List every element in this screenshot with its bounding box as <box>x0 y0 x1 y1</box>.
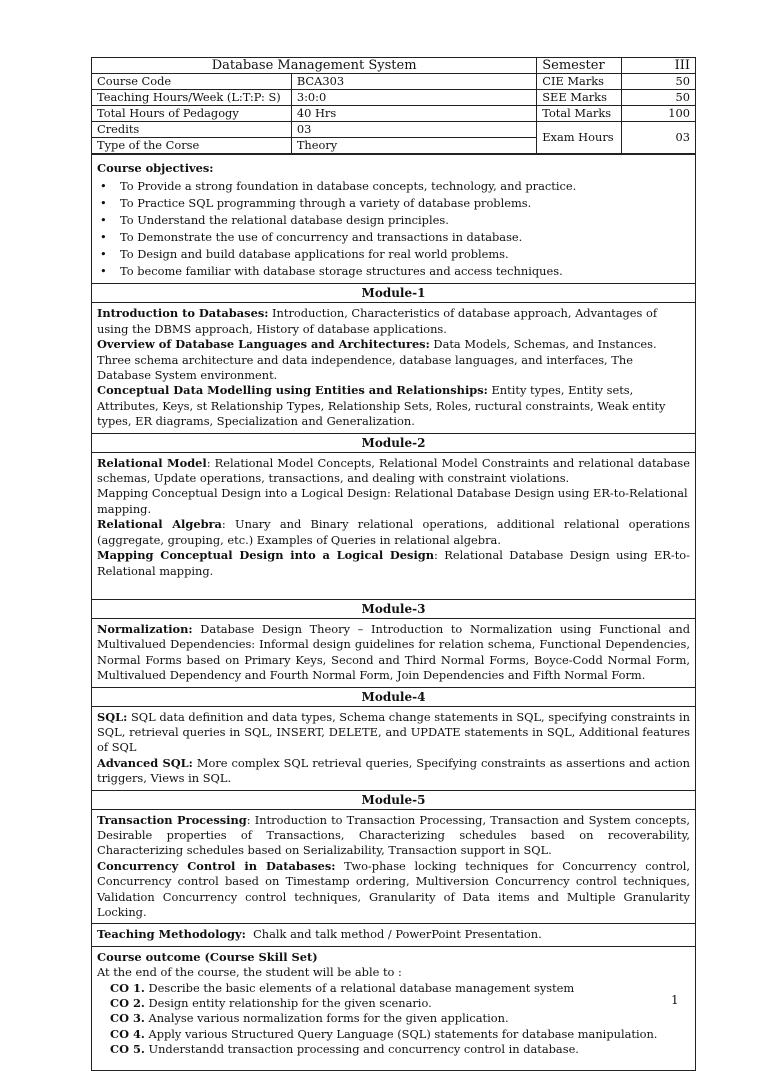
row-value: 3:0:0 <box>291 90 536 106</box>
list-item <box>97 229 690 246</box>
objective-text: To Design and build database applications for real world problems. <box>120 247 509 262</box>
topic-heading: Mapping Conceptual Design into a Logical Design <box>97 548 435 563</box>
module-1-content <box>92 302 695 432</box>
list-item <box>97 195 690 212</box>
row-value: 03 <box>291 122 536 138</box>
paragraph <box>97 337 690 383</box>
course-objectives <box>92 154 695 283</box>
row-label: Type of the Corse <box>92 138 291 154</box>
row-label: Course Code <box>92 74 291 90</box>
syllabus-frame <box>91 57 696 1071</box>
paragraph <box>97 383 690 429</box>
co-text: Analyse various normalization forms for the given application. <box>144 1011 509 1026</box>
paragraph <box>97 486 690 517</box>
co-text: Describe the basic elements of a relational database management system <box>144 980 575 995</box>
topic-text: Introduction, Characteristics of database approach, Advantages of using the DBMS approach, History of database applications. <box>97 306 658 336</box>
topic-text: More complex SQL retrieval queries, Specifying constraints as assertions and action triggers, Views in SQL. <box>97 755 690 786</box>
row-right-value: 50 <box>622 74 695 90</box>
row-value: BCA303 <box>291 74 536 90</box>
objective-text: To Practice SQL programming through a variety of database problems. <box>120 196 532 211</box>
objectives-list <box>97 178 690 280</box>
objective-text: To become familiar with database storage structures and access techniques. <box>120 264 563 279</box>
topic-heading: SQL: <box>97 709 128 724</box>
module-4-heading: Module-4 <box>92 687 695 706</box>
co-text: Apply various Structured Query Language (SQL) statements for database manipulation. <box>144 1026 658 1041</box>
co-code: CO 3. <box>110 1011 145 1026</box>
objective-text: To Understand the relational database design principles. <box>120 213 449 228</box>
co-text: Design entity relationship for the given scenario. <box>144 996 432 1011</box>
semester-value: III <box>622 58 695 74</box>
paragraph <box>97 813 690 859</box>
module-2-content <box>92 452 695 599</box>
list-item <box>97 1011 690 1026</box>
paragraph <box>97 456 690 487</box>
topic-heading: Relational Model <box>97 455 207 470</box>
paragraph <box>97 306 690 337</box>
topic-heading: Concurrency Control in Databases: <box>97 858 336 873</box>
row-right-value: 100 <box>622 106 695 122</box>
row-value: 40 Hrs <box>291 106 536 122</box>
topic-heading: Introduction to Databases: <box>97 306 269 321</box>
objectives-heading: Course objectives: <box>97 161 214 175</box>
row-label: Teaching Hours/Week (L:T:P: S) <box>92 90 291 106</box>
outcomes-intro: At the end of the course, the student will be able to : <box>97 965 402 980</box>
exam-hours-value: 03 <box>622 122 695 154</box>
row-right-label: Total Marks <box>537 106 622 122</box>
module-5-heading: Module-5 <box>92 790 695 809</box>
bullet-icon: • <box>100 179 107 194</box>
topic-text: : Introduction to Transaction Processing, Transaction and System concepts, Desirable properties of Transactions, Characterizing schedules based on recoverability, Characterizing schedules based on Serializability, Transaction support in SQL. <box>97 812 690 858</box>
bullet-icon: • <box>100 213 107 228</box>
co-code: CO 2. <box>110 996 145 1011</box>
topic-heading: Conceptual Data Modelling using Entities and Relationships: <box>97 383 488 398</box>
outcomes-heading: Course outcome (Course Skill Set) <box>97 949 318 964</box>
topic-text: : Unary and Binary relational operations, additional relational operations (aggregate, grouping, etc.) Examples of Queries in relational algebra. <box>97 517 690 547</box>
topic-text: SQL data definition and data types, Schema change statements in SQL, specifying constraints in SQL, retrieval queries in SQL, INSERT, DELETE, and UPDATE statements in SQL, Additional features of SQL <box>97 709 690 755</box>
exam-hours-label: Exam Hours <box>537 122 622 154</box>
row-right-label: SEE Marks <box>537 90 622 106</box>
module-1-heading: Module-1 <box>92 283 695 302</box>
row-label: Total Hours of Pedagogy <box>92 106 291 122</box>
objective-text: To Provide a strong foundation in database concepts, technology, and practice. <box>120 179 577 194</box>
topic-text: Two-phase locking techniques for Concurrency control, Concurrency control based on Timestamp ordering, Multiversion Concurrency control techniques, Validation Concurrency control techniques, Granularity of Data items and Multiple Granularity Locking. <box>97 858 690 919</box>
teaching-methodology <box>92 923 695 945</box>
row-right-value: 50 <box>622 90 695 106</box>
bullet-icon: • <box>100 247 107 262</box>
methodology-heading: Teaching Methodology: <box>97 927 246 942</box>
course-outcomes <box>92 946 695 1070</box>
topic-heading: Overview of Database Languages and Architectures: <box>97 337 430 352</box>
list-item <box>97 263 690 280</box>
paragraph <box>97 859 690 921</box>
course-info-table <box>92 58 695 154</box>
methodology-text: Chalk and talk method / PowerPoint Presentation. <box>245 927 542 942</box>
bullet-icon: • <box>100 196 107 211</box>
topic-text: Database Design Theory – Introduction to Normalization using Functional and Multivalued Dependencies: Informal design guidelines for relation schema, Functional Dependencies, Normal Forms based on Primary Keys, Second and Third Normal Forms, Boyce-Codd Normal Form, Multivalued Dependency and Fourth Normal Form, Join Dependencies and Fifth Normal Form. <box>97 621 690 683</box>
paragraph <box>97 517 690 548</box>
paragraph <box>97 710 690 756</box>
topic-heading: Normalization: <box>97 621 193 636</box>
list-item <box>97 1042 690 1057</box>
module-4-content <box>92 706 695 790</box>
objective-text: To Demonstrate the use of concurrency and transactions in database. <box>120 230 523 245</box>
course-title: Database Management System <box>92 58 537 74</box>
list-item <box>97 212 690 229</box>
list-item <box>97 246 690 263</box>
page-number: 1 <box>671 993 679 1007</box>
paragraph <box>97 548 690 579</box>
list-item <box>97 178 690 195</box>
module-3-heading: Module-3 <box>92 599 695 618</box>
topic-text: Mapping Conceptual Design into a Logical Design: Relational Database Design using ER-to-Relational mapping. <box>97 486 688 516</box>
topic-heading: Advanced SQL: <box>97 755 193 770</box>
topic-heading: Transaction Processing <box>97 812 247 827</box>
topic-text: : Relational Model Concepts, Relational Model Constraints and relational database schemas, Update operations, transactions, and dealing with constraint violations. <box>97 455 691 486</box>
bullet-icon: • <box>100 230 107 245</box>
row-label: Credits <box>92 122 291 138</box>
topic-text: Data Models, Schemas, and Instances. Three schema architecture and data independence, database languages, and interfaces, The Database System environment. <box>97 337 657 383</box>
module-5-content <box>92 809 695 924</box>
module-2-heading: Module-2 <box>92 433 695 452</box>
list-item <box>97 1027 690 1042</box>
topic-text: : Relational Database Design using ER-to-Relational mapping. <box>97 548 690 578</box>
row-value: Theory <box>291 138 536 154</box>
co-code: CO 1. <box>110 980 145 995</box>
paragraph <box>97 622 690 684</box>
topic-text: Entity types, Entity sets, Attributes, Keys, st Relationship Types, Relationship Sets, Roles, ructural constraints, Weak entity types, ER diagrams, Specialization and Generalization. <box>97 383 666 429</box>
bullet-icon: • <box>100 264 107 279</box>
list-item <box>97 981 690 996</box>
paragraph <box>97 756 690 787</box>
semester-label: Semester <box>537 58 622 74</box>
row-right-label: CIE Marks <box>537 74 622 90</box>
co-code: CO 5. <box>110 1042 145 1057</box>
module-3-content <box>92 618 695 687</box>
topic-heading: Relational Algebra <box>97 517 222 532</box>
co-code: CO 4. <box>110 1026 145 1041</box>
list-item <box>97 996 690 1011</box>
co-text: Understandd transaction processing and concurrency control in database. <box>144 1042 579 1057</box>
